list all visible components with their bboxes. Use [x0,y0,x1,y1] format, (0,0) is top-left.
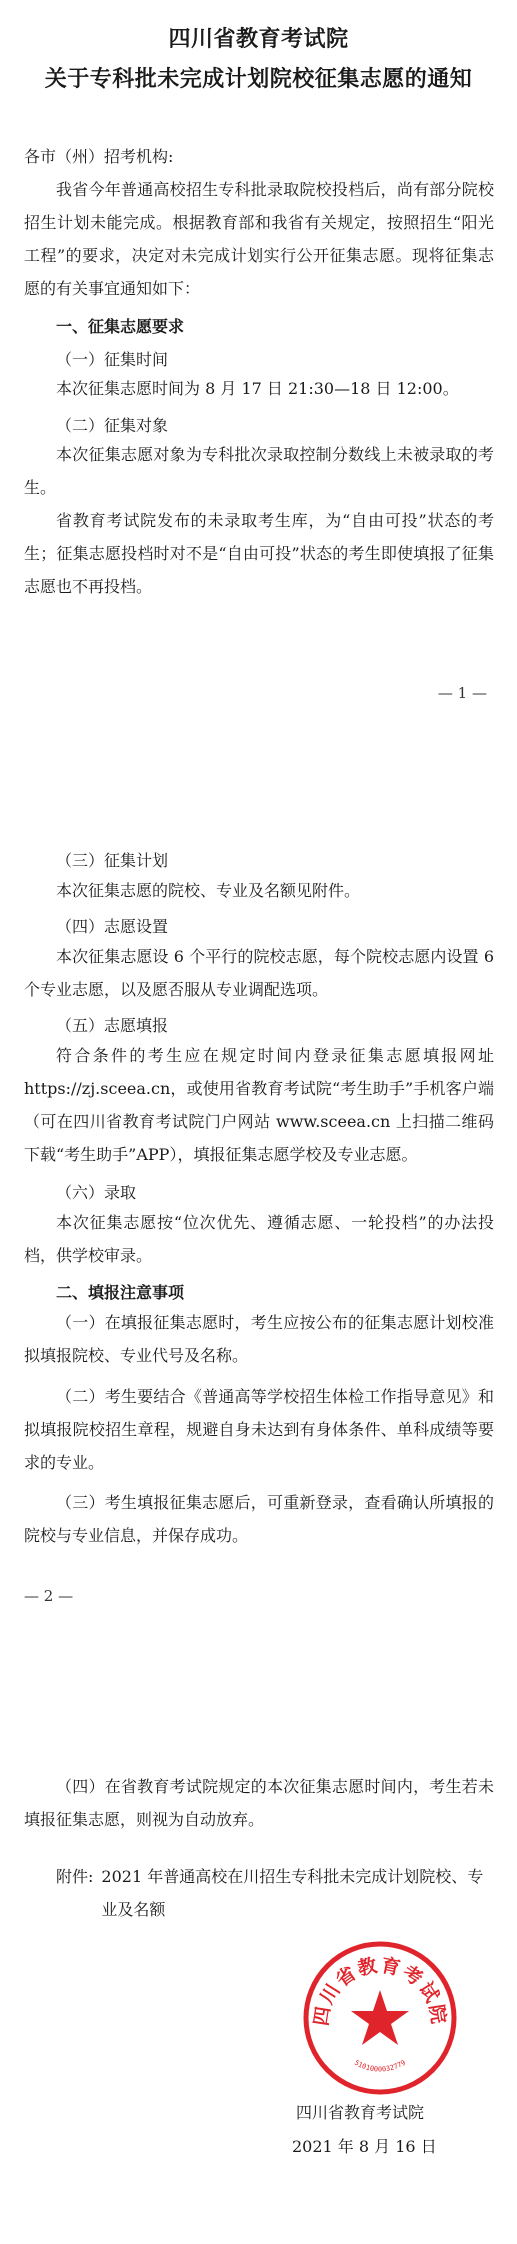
intro-paragraph: 我省今年普通高校招生专科批录取院校投档后，尚有部分院校招生计划未能完成。根据教育部和我省有关规定，按照招生“阳光工程”的要求，决定对未完成计划实行公开征集志愿。现将征集志愿的有关事宜通知如下： [24,180,494,298]
section1-sub6-body: 本次征集志愿按“位次优先、遵循志愿、一轮投档”的办法投档，供学校审录。 [24,1213,494,1265]
doc-title: 关于专科批未完成计划院校征集志愿的通知 [44,67,473,92]
section1-heading: 一、征集志愿要求 [56,317,185,336]
section2-item2: （二）考生要结合《普通高等学校招生体检工作指导意见》和拟填报院校招生章程，规避自身未达到有身体条件、单科成绩等要求的专业。 [24,1387,494,1472]
salutation: 各市（州）招考机构: [24,147,174,166]
section1-sub1-body: 本次征集志愿时间为 8 月 17 日 21:30—18 日 12:00。 [56,379,459,398]
attachment-block [56,1860,496,1926]
seal-text: 四川省教育考试院 [310,1954,450,2028]
page-number-1: — 1 — [437,684,487,702]
section1-sub3-body: 本次征集志愿的院校、专业及名额见附件。 [56,881,361,900]
attachment-label: 附件: [56,1867,94,1886]
signature-org: 四川省教育考试院 [296,2103,425,2122]
org-title: 四川省教育考试院 [168,27,349,52]
section1-sub2-heading: （二）征集对象 [56,416,169,435]
section2-item3: （三）考生填报征集志愿后，可重新登录，查看确认所填报的院校与专业信息，并保存成功。 [24,1493,494,1545]
section1-sub4-body: 本次征集志愿设 6 个平行的院校志愿，每个院校志愿内设置 6 个专业志愿，以及愿否服从专业调配选项。 [24,947,494,999]
section1-sub6-heading: （六）录取 [56,1183,137,1202]
section1-sub5-heading: （五）志愿填报 [56,1016,169,1035]
official-seal [300,1938,460,2098]
section1-sub2-body-b: 省教育考试院发布的未录取考生库，为“自由可投”状态的考生；征集志愿投档时对不是“自由可投”状态的考生即使填报了征集志愿也不再投档。 [24,511,494,596]
seal-star-icon [351,1990,409,2045]
seal-number: 5101000032779 [352,2058,408,2074]
section1-sub2-body-a: 本次征集志愿对象为专科批次录取控制分数线上未被录取的考生。 [24,445,494,497]
section2-item4: （四）在省教育考试院规定的本次征集志愿时间内，考生若未填报征集志愿，则视为自动放弃。 [24,1777,494,1829]
section1-sub5-body: 符合条件的考生应在规定时间内登录征集志愿填报网址 https://zj.sceea.cn，或使用省教育考试院“考生助手”手机客户端（可在四川省教育考试院门户网站 www.sceea.cn 上扫描二维码下载“考生助手”APP），填报征集志愿学校及专业志愿。 [24,1046,494,1164]
section1-sub4-heading: （四）志愿设置 [56,917,169,936]
attachment-text: 2021 年普通高校在川招生专科批未完成计划院校、专业及名额 [101,1867,484,1919]
section2-item1: （一）在填报征集志愿时，考生应按公布的征集志愿计划校准拟填报院校、专业代号及名称。 [24,1313,494,1365]
section1-sub3-heading: （三）征集计划 [56,851,169,870]
section2-heading: 二、填报注意事项 [56,1283,185,1302]
page-number-2: — 2 — [24,1587,74,1605]
section1-sub1-heading: （一）征集时间 [56,350,169,369]
signature-date: 2021 年 8 月 16 日 [292,2137,437,2156]
